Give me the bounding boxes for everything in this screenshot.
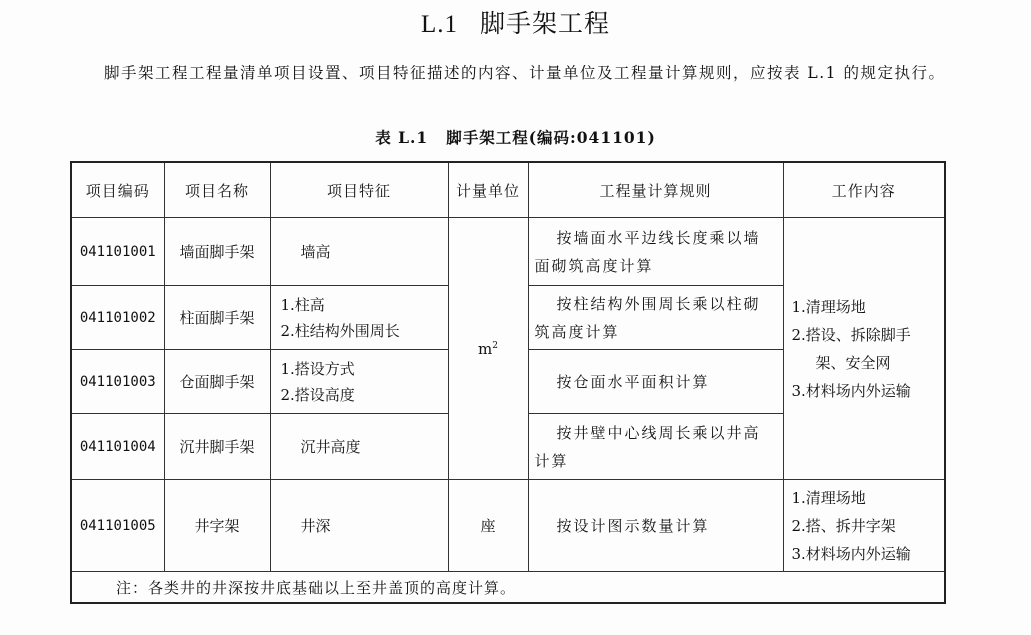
table-row	[71, 218, 945, 286]
table-header-row	[71, 162, 945, 218]
unit-cell: $m^2$	[448, 218, 528, 480]
row-rule: 按井壁中心线周长乘以井高计算	[528, 414, 783, 480]
row-name: 柱面脚手架	[164, 286, 270, 350]
header-code: 项目编码	[71, 162, 164, 218]
table-note: 注：各类井的井深按井底基础以上至井盖顶的高度计算。	[71, 572, 945, 604]
header-work: 工作内容	[783, 162, 945, 218]
row-rule: 按柱结构外围周长乘以柱砌筑高度计算	[528, 286, 783, 350]
header-features: 项目特征	[270, 162, 448, 218]
row-name: 井字架	[164, 480, 270, 572]
row-code: 041101003	[71, 350, 164, 414]
section-heading: 脚手架工程	[480, 9, 611, 38]
row-code: 041101002	[71, 286, 164, 350]
work-cell: 1.清理场地 2.搭设、拆除脚手 架、安全网 3.材料场内外运输	[783, 218, 945, 480]
header-rule: 工程量计算规则	[528, 162, 783, 218]
intro-paragraph: 脚手架工程工程量清单项目设置、项目特征描述的内容、计量单位及工程量计算规则，应按表 L.1 的规定执行。	[104, 64, 946, 82]
row-rule: 按仓面水平面积计算	[528, 350, 783, 414]
table-note-row	[71, 572, 945, 604]
table-caption-text: 脚手架工程(编码:041101)	[446, 128, 656, 147]
row-name: 仓面脚手架	[164, 350, 270, 414]
section-number: L.1	[420, 11, 458, 38]
row-features: 井深	[270, 480, 448, 572]
row-features: 1.搭设方式 2.搭设高度	[270, 350, 448, 414]
unit-cell: 座	[448, 480, 528, 572]
row-code: 041101004	[71, 414, 164, 480]
row-features: 1.柱高 2.柱结构外围周长	[270, 286, 448, 350]
row-features: 沉井高度	[270, 414, 448, 480]
section-title	[0, 4, 1031, 40]
table-caption	[0, 126, 1031, 148]
scaffold-table	[70, 161, 946, 604]
row-features: 墙高	[270, 218, 448, 286]
table-row	[71, 480, 945, 572]
row-rule: 按墙面水平边线长度乘以墙面砌筑高度计算	[528, 218, 783, 286]
header-name: 项目名称	[164, 162, 270, 218]
table-caption-label: 表 L.1	[375, 128, 429, 147]
header-unit: 计量单位	[448, 162, 528, 218]
row-code: 041101001	[71, 218, 164, 286]
row-name: 墙面脚手架	[164, 218, 270, 286]
row-name: 沉井脚手架	[164, 414, 270, 480]
work-cell: 1.清理场地 2.搭、拆井字架 3.材料场内外运输	[783, 480, 945, 572]
row-code: 041101005	[71, 480, 164, 572]
row-rule: 按设计图示数量计算	[528, 480, 783, 572]
